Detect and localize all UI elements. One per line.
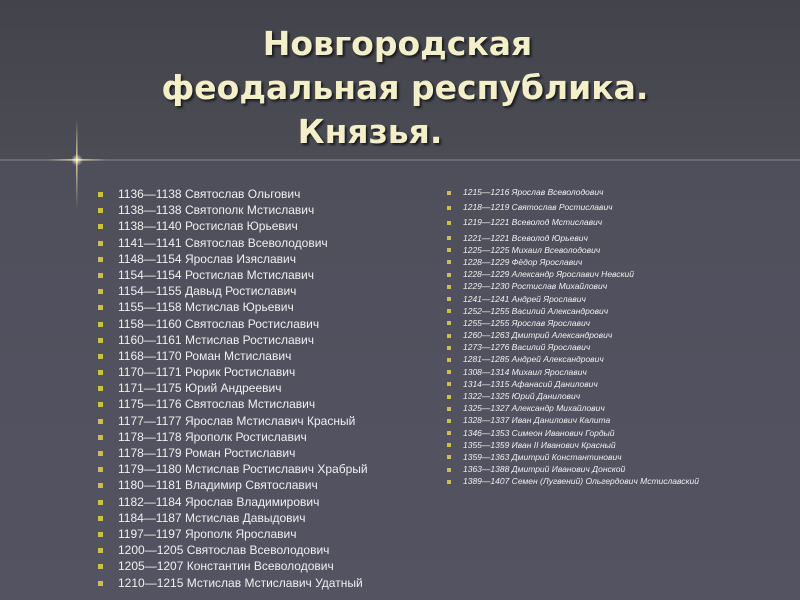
list-item: 1325—1327 Александр Михайлович bbox=[463, 402, 699, 414]
list-item: 1177—1177 Ярослав Мстиславич Красный bbox=[118, 413, 368, 429]
list-item: 1210—1215 Мстислав Мстиславич Удатный bbox=[118, 575, 368, 591]
list-item: 1141—1141 Святослав Всеволодович bbox=[118, 235, 368, 251]
list-item: 1180—1181 Владимир Святославич bbox=[118, 477, 368, 493]
list-item: 1322—1325 Юрий Данилович bbox=[463, 390, 699, 402]
list-item: 1154—1155 Давыд Ростиславич bbox=[118, 283, 368, 299]
list-item: 1170—1171 Рюрик Ростиславич bbox=[118, 364, 368, 380]
title-line-2: феодальная республика. bbox=[161, 68, 649, 107]
list-item: 1228—1229 Александр Ярославич Невский bbox=[463, 268, 699, 280]
list-item: 1168—1170 Роман Мстиславич bbox=[118, 348, 368, 364]
list-item: 1359—1363 Дмитрий Константинович bbox=[463, 451, 699, 463]
list-item: 1171—1175 Юрий Андреевич bbox=[118, 380, 368, 396]
list-item: 1346—1353 Симеон Иванович Гордый bbox=[463, 427, 699, 439]
list-item: 1197—1197 Ярополк Ярославич bbox=[118, 526, 368, 542]
list-item: 1182—1184 Ярослав Владимирович bbox=[118, 494, 368, 510]
list-item: 1179—1180 Мстислав Ростиславич Храбрый bbox=[118, 462, 368, 477]
list-item: 1273—1276 Василий Ярославич bbox=[463, 341, 699, 353]
princes-list-left bbox=[118, 186, 368, 591]
list-item: 1363—1388 Дмитрий Иванович Донской bbox=[463, 463, 699, 475]
list-item: 1328—1337 Иван Данилович Калита bbox=[463, 414, 699, 426]
list-item: 1154—1154 Ростислав Мстиславич bbox=[118, 267, 368, 283]
list-item: 1138—1140 Ростислав Юрьевич bbox=[118, 218, 368, 234]
list-item: 1389—1407 Семен (Лугвений) Ольгердович Мстиславский bbox=[463, 476, 700, 487]
list-item: 1308—1314 Михаил Ярославич bbox=[463, 366, 699, 378]
title-line-3: Князья. bbox=[297, 112, 443, 151]
list-item: 1155—1158 Мстислав Юрьевич bbox=[118, 299, 368, 315]
list-item: 1252—1255 Василий Александрович bbox=[463, 305, 699, 317]
list-item: 1218—1219 Святослав Ростиславич bbox=[463, 201, 699, 213]
list-item: 1219—1221 Всеволод Мстиславич bbox=[463, 216, 699, 228]
list-item: 1178—1178 Ярополк Ростиславич bbox=[118, 429, 368, 445]
list-item: 1158—1160 Святослав Ростиславич bbox=[118, 316, 368, 332]
list-item: 1184—1187 Мстислав Давыдович bbox=[118, 510, 368, 526]
divider-line bbox=[0, 159, 800, 161]
princes-list-right bbox=[463, 186, 699, 488]
slide-title bbox=[0, 22, 800, 154]
list-item: 1228—1229 Фёдор Ярославич bbox=[463, 256, 699, 268]
list-item: 1355—1359 Иван II Иванович Красный bbox=[463, 439, 699, 451]
list-item: 1281—1285 Андрей Александрович bbox=[463, 353, 699, 365]
list-item: 1178—1179 Роман Ростиславич bbox=[118, 445, 368, 461]
list-item: 1255—1255 Ярослав Ярославич bbox=[463, 317, 699, 329]
list-item: 1138—1138 Святополк Мстиславич bbox=[118, 202, 368, 218]
list-item: 1221—1221 Всеволод Юрьевич bbox=[463, 232, 699, 244]
title-line-1: Новгородская bbox=[262, 24, 533, 63]
list-item: 1148—1154 Ярослав Изяславич bbox=[118, 251, 368, 267]
list-item: 1241—1241 Андрей Ярославич bbox=[463, 293, 699, 305]
list-item: 1314—1315 Афанасий Данилович bbox=[463, 378, 699, 390]
list-item: 1160—1161 Мстислав Ростиславич bbox=[118, 332, 368, 348]
list-item: 1136—1138 Святослав Ольгович bbox=[118, 186, 368, 202]
list-item: 1175—1176 Святослав Мстиславич bbox=[118, 396, 368, 412]
list-item: 1229—1230 Ростислав Михайлович bbox=[463, 280, 699, 292]
list-item: 1205—1207 Константин Всеволодович bbox=[118, 558, 368, 574]
list-item: 1215—1216 Ярослав Всеволодович bbox=[463, 186, 699, 198]
list-item: 1260—1263 Дмитрий Александрович bbox=[463, 329, 699, 341]
list-item: 1225—1225 Михаил Всеволодович bbox=[463, 244, 699, 256]
list-item: 1200—1205 Святослав Всеволодович bbox=[118, 542, 368, 558]
